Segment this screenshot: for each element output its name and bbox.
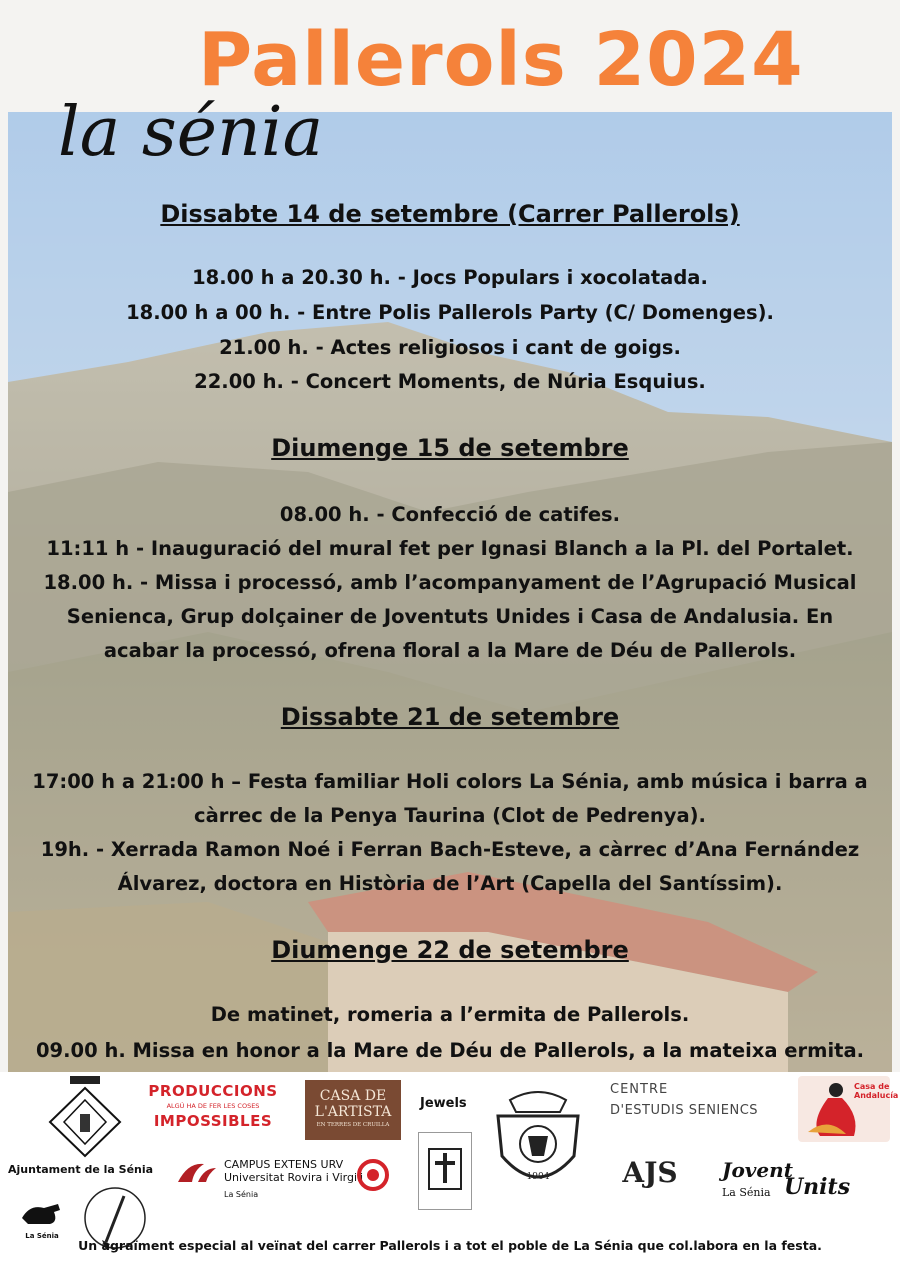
- day-heading: Dissabte 14 de setembre (Carrer Pallerols): [160, 200, 740, 228]
- centre-estudis-logo: CENTRE D'ESTUDIS SENIENCS: [610, 1082, 759, 1118]
- cross-emblem-icon: [418, 1132, 472, 1210]
- campus-urv-logo: CAMPUS EXTENS URV Universitat Rovira i Virgili La Sénia: [224, 1158, 364, 1199]
- schedule-line: 22.00 h. - Concert Moments, de Núria Esquius.: [194, 370, 706, 393]
- schedule-line: 17:00 h a 21:00 h – Festa familiar Holi colors La Sénia, amb música i barra a: [32, 770, 868, 793]
- produccions-logo: PRODUCCIONS ALGÚ HA DE FER LES COSES IMPOSSIBLES: [148, 1082, 278, 1130]
- penya-taurina-logo: La Sénia: [14, 1198, 70, 1248]
- schedule-line: 18.00 h a 00 h. - Entre Polis Pallerols Party (C/ Domenges).: [126, 301, 774, 324]
- schedule-line: De matinet, romeria a l’ermita de Pallerols.: [210, 1003, 690, 1026]
- ajs-logo: AJS: [622, 1156, 678, 1189]
- page-title: Pallerols 2024: [198, 17, 804, 103]
- ajuntament-shield-icon: [40, 1076, 130, 1162]
- bull-icon: [14, 1198, 70, 1228]
- schedule-line: 08.00 h. - Confecció de catifes.: [279, 503, 621, 526]
- town-name: la sénia: [58, 93, 324, 172]
- schedule-line: Senienca, Grup dolçainer de Joventuts Unides i Casa de Andalusia. En: [66, 605, 834, 628]
- schedule-line: acabar la processó, ofrena floral a la Mare de Déu de Pallerols.: [103, 639, 797, 662]
- jewels-label: Jewels: [420, 1096, 467, 1111]
- thanks-note: Un agraïment especial al veïnat del carrer Pallerols i a tot el poble de La Sénia que col.labora en la festa.: [78, 1238, 822, 1253]
- schedule-line: 11:11 h - Inauguració del mural fet per Ignasi Blanch a la Pl. del Portalet.: [46, 537, 854, 560]
- schedule-line: 19h. - Xerrada Ramon Noé i Ferran Bach-Esteve, a càrrec d’Ana Fernández: [40, 838, 860, 861]
- casa-artista-logo: CASA DE L'ARTISTA EN TERRES DE CRUILLA: [305, 1080, 401, 1140]
- schedule-line: Álvarez, doctora en Història de l’Art (Capella del Santíssim).: [117, 872, 783, 895]
- schedule-line: 09.00 h. Missa en honor a la Mare de Déu de Pallerols, a la mateixa ermita.: [35, 1039, 865, 1062]
- casa-andalucia-logo: Casa de Andalucía: [798, 1076, 890, 1142]
- schedule-line: 18.00 h. - Missa i processó, amb l’acompanyament de l’Agrupació Musical: [43, 571, 857, 594]
- day-heading: Diumenge 15 de setembre: [271, 434, 629, 462]
- schedule-line: càrrec de la Penya Taurina (Clot de Pedrenya).: [194, 804, 706, 827]
- target-icon: [356, 1158, 390, 1192]
- day-heading: Dissabte 21 de setembre: [280, 703, 620, 731]
- jovent-units-logo: Jovent La Sénia Units: [722, 1158, 851, 1200]
- escut-1904-icon: 1904: [488, 1086, 588, 1196]
- sponsors-footer: [0, 1072, 900, 1268]
- urv-icon: [174, 1158, 218, 1188]
- schedule-line: 18.00 h a 20.30 h. - Jocs Populars i xocolatada.: [192, 266, 708, 289]
- day-heading: Diumenge 22 de setembre: [271, 936, 629, 964]
- schedule-line: 21.00 h. - Actes religiosos i cant de goigs.: [219, 336, 681, 359]
- ajuntament-label: Ajuntament de la Sénia: [8, 1163, 154, 1176]
